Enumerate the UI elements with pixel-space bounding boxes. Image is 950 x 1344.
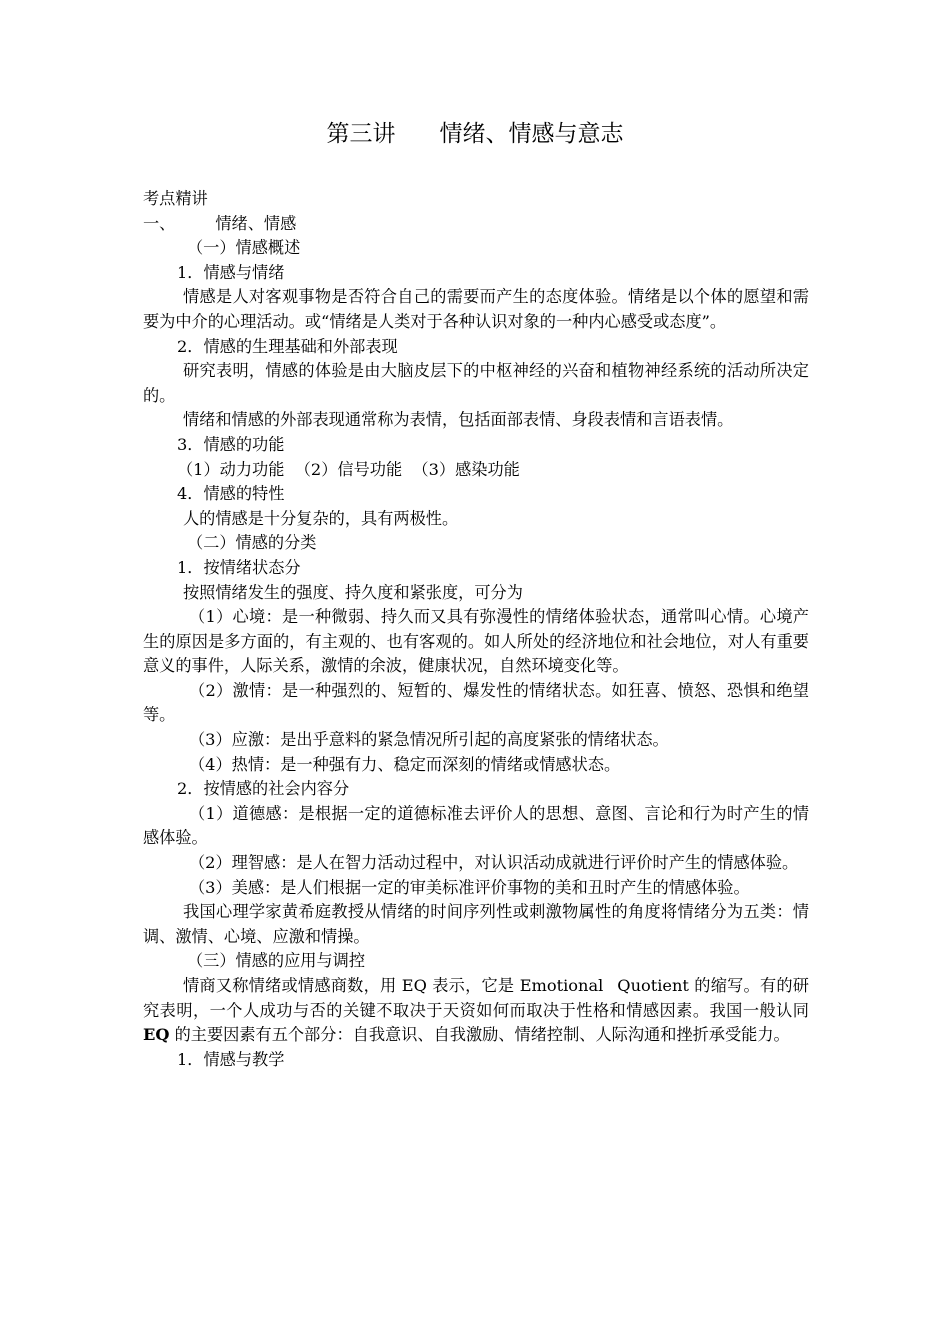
- heading-level-3: 3．情感的功能: [177, 434, 285, 454]
- heading-text: 情绪、情感: [215, 213, 297, 233]
- heading-level-1: [143, 212, 809, 237]
- heading-number: 一、: [143, 213, 176, 233]
- paragraph: 情感是人对客观事物是否符合自己的需要而产生的态度体验。情绪是以个体的愿望和需要为中介的心理活动。或“情绪是人类对于各种认识对象的一种内心感受或态度”。: [143, 287, 809, 331]
- title-lecture-number: 第三讲: [326, 121, 396, 147]
- paragraph-part: Quotient 的缩写。有的研究表明，一个人成功与否的关键不取决于天资如何而取决于性格和情感因素。我国一般认同: [143, 976, 809, 1020]
- heading-level-3: 1．按情绪状态分: [177, 557, 301, 577]
- list-item: （1）道德感：是根据一定的道德标准去评价人的思想、意图、言论和行为时产生的情感体验。: [143, 803, 809, 848]
- list-item: （1）心境：是一种微弱、持久而又具有弥漫性的情绪体验状态，通常叫心情。心境产生的原因是多方面的，有主观的、也有客观的。如人所处的经济地位和社会地位，对人有重要意义的事件，人际关系，激情的余波，健康状况，自然环境变化等。: [143, 607, 809, 676]
- list-item: （3）美感：是人们根据一定的审美标准评价事物的美和丑时产生的情感体验。: [189, 877, 750, 897]
- list-item: （3）应激：是出乎意料的紧急情况所引起的高度紧张的情绪状态。: [189, 730, 669, 750]
- paragraph: 我国心理学家黄希庭教授从情绪的时间序列性或刺激物属性的角度将情绪分为五类：情调、激情、心境、应激和情操。: [143, 902, 809, 946]
- heading-level-2: （一）情感概述: [187, 238, 301, 258]
- heading-level-3: 4．情感的特性: [177, 484, 285, 504]
- title-topic: 情绪、情感与意志: [439, 121, 624, 147]
- list-item: （4）热情：是一种强有力、稳定而深刻的情绪或情感状态。: [189, 754, 621, 774]
- paragraph: 情绪和情感的外部表现通常称为表情，包括面部表情、身段表情和言语表情。: [183, 410, 734, 430]
- paragraph: 研究表明，情感的体验是由大脑皮层下的中枢神经的兴奋和植物神经系统的活动所决定的。: [143, 361, 809, 405]
- bold-term: EQ: [143, 1025, 170, 1045]
- list-item: （2）激情：是一种强烈的、短暂的、爆发性的情绪状态。如狂喜、愤怒、恐惧和绝望等。: [143, 680, 809, 725]
- paragraph-part: 的主要因素有五个部分：自我意识、自我激励、情绪控制、人际沟通和挫折承受能力。: [174, 1025, 790, 1045]
- paragraph: 人的情感是十分复杂的，具有两极性。: [183, 508, 459, 528]
- paragraph: [143, 974, 809, 1048]
- heading-level-2: （二）情感的分类: [187, 533, 317, 553]
- heading-level-3: 1．情感与教学: [177, 1049, 285, 1069]
- paragraph: 按照情绪发生的强度、持久度和紧张度，可分为: [183, 582, 523, 602]
- list-item: （2）理智感：是人在智力活动过程中，对认识活动成就进行评价时产生的情感体验。: [189, 853, 799, 873]
- heading-level-3: 1．情感与情绪: [177, 262, 285, 282]
- section-label: 考点精讲: [143, 189, 208, 208]
- function-list: （1）动力功能 （2）信号功能 （3）感染功能: [177, 459, 520, 479]
- document-body: [143, 187, 809, 1072]
- paragraph-part: 情商又称情绪或情感商数，用 EQ 表示，它是 Emotional: [183, 976, 604, 995]
- page-title: [0, 118, 950, 150]
- heading-level-3: 2．情感的生理基础和外部表现: [177, 336, 398, 356]
- heading-level-2: （三）情感的应用与调控: [187, 951, 366, 971]
- heading-level-3: 2．按情感的社会内容分: [177, 779, 350, 799]
